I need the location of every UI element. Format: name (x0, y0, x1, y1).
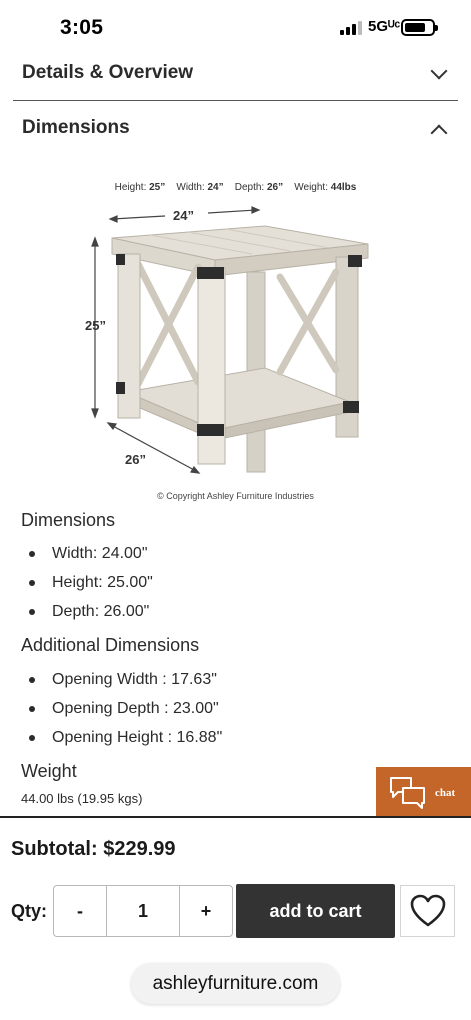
list-item: Depth: 26.00" (0, 602, 471, 631)
list-item: Opening Depth : 23.00" (0, 699, 471, 728)
battery-icon (401, 19, 435, 36)
depth-dimension-label: 26” (125, 452, 146, 467)
accordion-details-overview[interactable] (0, 50, 471, 100)
add-to-cart-button[interactable]: add to cart (236, 884, 395, 938)
list-item: Height: 25.00" (0, 573, 471, 602)
dimensions-heading: Dimensions (21, 510, 116, 530)
divider (13, 100, 458, 101)
qty-label: Qty: (11, 901, 47, 921)
status-time: 3:05 (60, 16, 104, 39)
additional-dimensions-heading: Additional Dimensions (21, 635, 200, 655)
chat-bubbles-icon (389, 776, 427, 810)
increment-button[interactable]: + (200, 900, 212, 921)
chat-label: chat (435, 786, 456, 799)
divider (0, 816, 471, 818)
image-copyright: © Copyright Ashley Furniture Industries (157, 491, 314, 501)
dimensions-list (0, 544, 471, 631)
end-table-illustration (0, 172, 471, 507)
accordion-dimensions[interactable] (0, 105, 471, 155)
chat-button[interactable] (376, 767, 471, 818)
quantity-field[interactable]: 1 (106, 886, 180, 936)
weight-value: 44.00 lbs (19.95 kgs) (21, 791, 143, 806)
signal-icon (340, 21, 362, 35)
favorite-button[interactable] (400, 885, 455, 937)
additional-dimensions-list (0, 670, 471, 757)
browser-url-bar[interactable]: ashleyfurniture.com (131, 963, 340, 1004)
heart-icon (410, 894, 446, 928)
chevron-down-icon (431, 63, 448, 80)
accordion-title: Dimensions (22, 117, 130, 138)
subtotal: Subtotal: $229.99 (11, 838, 176, 860)
accordion-title: Details & Overview (22, 62, 194, 83)
list-item: Opening Width : 17.63" (0, 670, 471, 699)
list-item: Width: 24.00" (0, 544, 471, 573)
quantity-stepper (53, 885, 233, 937)
product-dimension-image (0, 172, 471, 507)
weight-heading: Weight (21, 761, 77, 781)
height-dimension-label: 25” (85, 318, 106, 333)
network-type: 5Gᵁᶜ (368, 18, 401, 35)
width-dimension-label: 24” (173, 208, 194, 223)
image-specs-line: Height: 25” Width: 24” Depth: 26” Weight: 44lbs (114, 182, 357, 193)
decrement-button[interactable]: - (77, 900, 83, 921)
chevron-up-icon (431, 125, 448, 142)
list-item: Opening Height : 16.88" (0, 728, 471, 757)
status-bar (0, 0, 471, 56)
battery-level (405, 23, 425, 32)
